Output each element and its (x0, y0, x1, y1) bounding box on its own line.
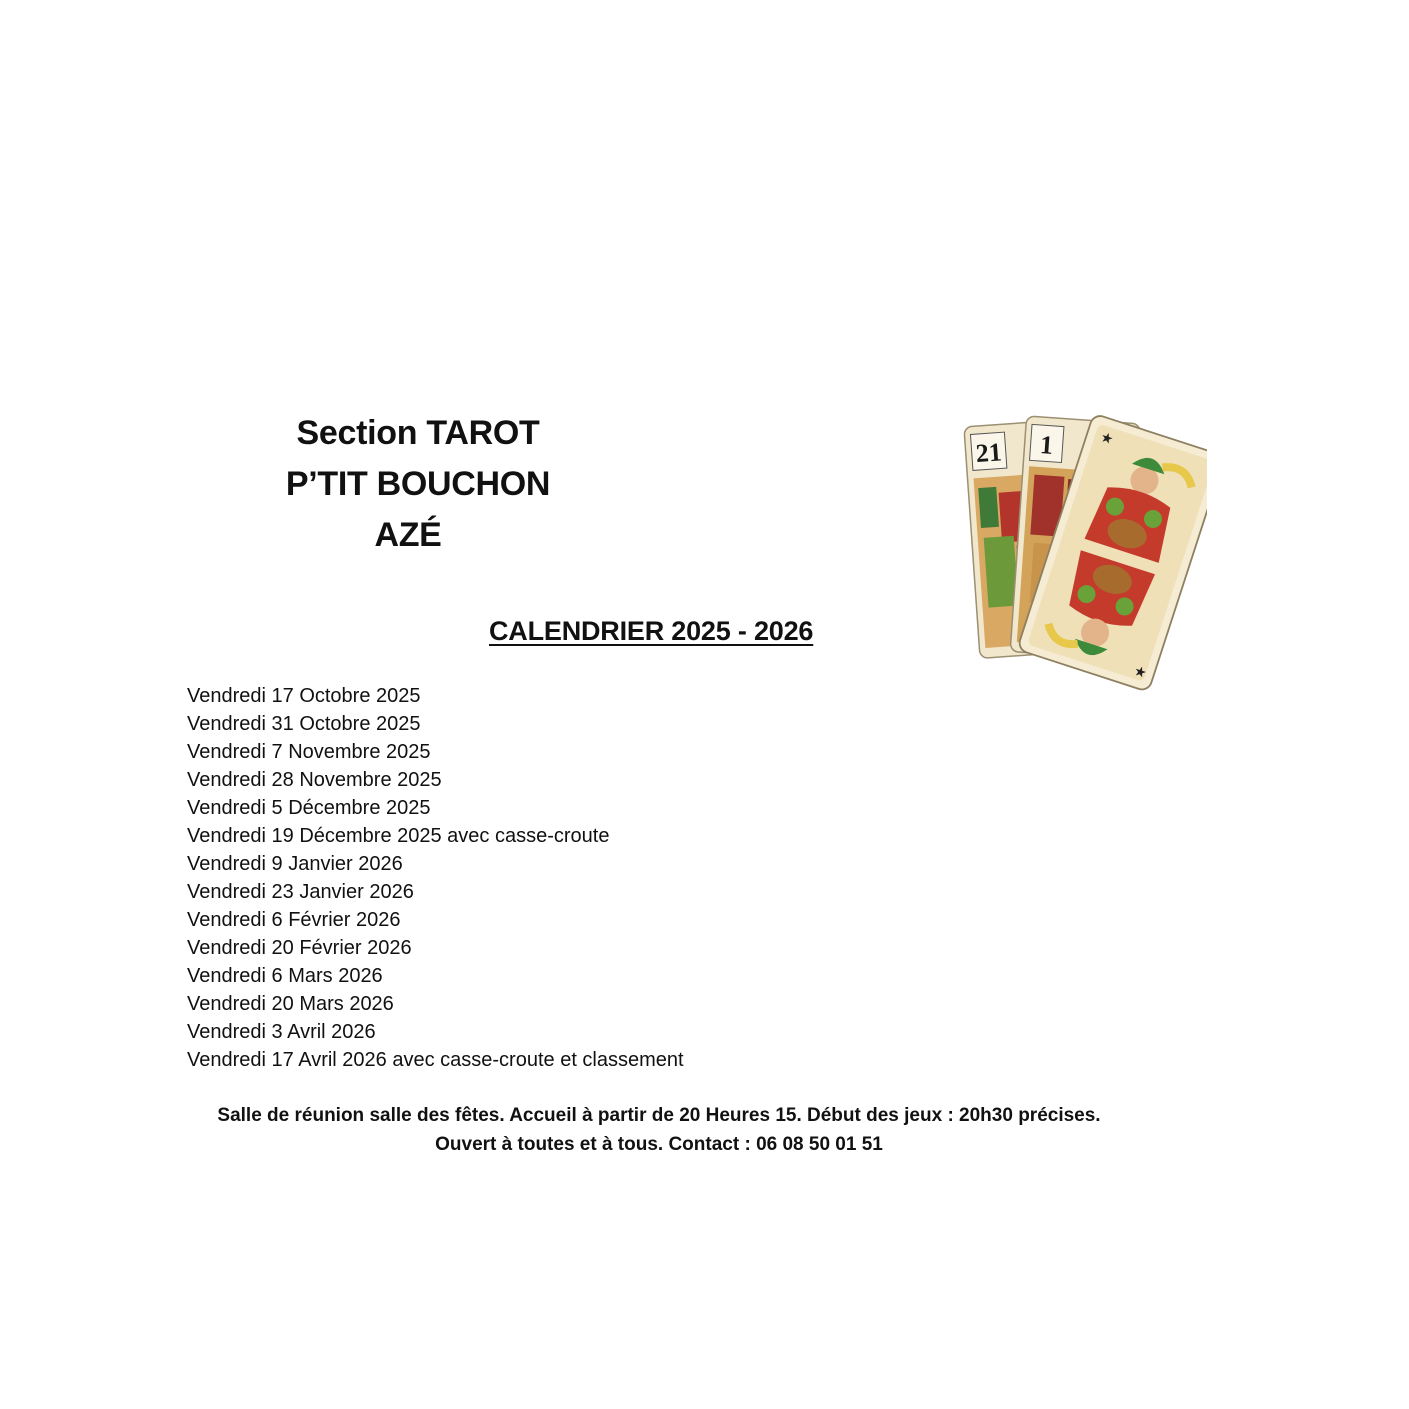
date-item: Vendredi 3 Avril 2026 (187, 1021, 376, 1043)
card-number-1: 1 (1039, 430, 1055, 460)
dates-list (187, 682, 684, 1074)
date-item: Vendredi 17 Avril 2026 avec casse-croute et classement (187, 1049, 684, 1071)
footer-line-contact: Ouvert à toutes et à tous. Contact : 06 08 50 01 51 (435, 1134, 883, 1155)
date-item: Vendredi 31 Octobre 2025 (187, 713, 421, 735)
date-item: Vendredi 17 Octobre 2025 (187, 685, 421, 707)
date-item: Vendredi 20 Mars 2026 (187, 993, 394, 1015)
header-title-line-1: Section TAROT (296, 414, 540, 452)
date-item: Vendredi 28 Novembre 2025 (187, 769, 442, 791)
footer-line-venue: Salle de réunion salle des fêtes. Accueil à partir de 20 Heures 15. Début des jeux : 20h30 précises. (217, 1105, 1101, 1126)
card-number-21: 21 (974, 437, 1003, 469)
date-item: Vendredi 9 Janvier 2026 (187, 853, 403, 875)
date-item: Vendredi 7 Novembre 2025 (187, 741, 431, 763)
header-title-line-3: AZÉ (374, 516, 442, 554)
svg-text:★: ★ (1131, 662, 1149, 683)
svg-text:★: ★ (1098, 429, 1116, 449)
date-item: Vendredi 6 Mars 2026 (187, 965, 383, 987)
date-item: Vendredi 20 Février 2026 (187, 937, 412, 959)
calendar-title: CALENDRIER 2025 - 2026 (489, 616, 814, 646)
tarot-cards-illustration-icon (955, 405, 1207, 697)
header-title-line-2: P’TIT BOUCHON (285, 465, 551, 503)
date-item: Vendredi 6 Février 2026 (187, 909, 401, 931)
footer-info (0, 1101, 1318, 1159)
date-item: Vendredi 23 Janvier 2026 (187, 881, 414, 903)
date-item: Vendredi 5 Décembre 2025 (187, 797, 431, 819)
date-item: Vendredi 19 Décembre 2025 avec casse-croute (187, 825, 610, 847)
